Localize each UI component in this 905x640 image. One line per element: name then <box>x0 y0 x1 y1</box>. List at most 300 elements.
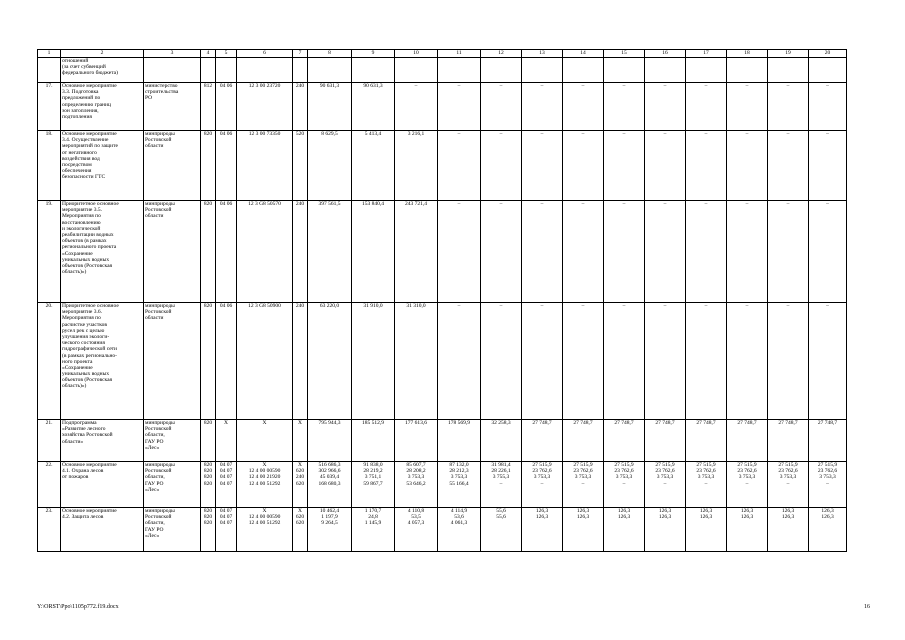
table-cell <box>352 508 395 552</box>
cell-line: федерального бюджета) <box>62 70 118 77</box>
table-cell <box>727 508 768 552</box>
table-row <box>38 508 847 552</box>
cell-line: 3 216,1 <box>407 131 425 137</box>
cell-line: Х <box>224 420 228 426</box>
table-cell <box>395 131 438 201</box>
cell-line: – <box>540 480 544 487</box>
cell-line: 3 753,3 <box>615 474 633 481</box>
cell-line: – <box>745 303 749 309</box>
cell-line: – <box>786 201 790 207</box>
table-cell <box>395 83 438 131</box>
table-cell <box>216 58 237 83</box>
cell-line: области, <box>145 520 165 527</box>
table-cell <box>293 201 308 303</box>
cell-line: Х <box>262 508 267 514</box>
cell-line <box>810 520 845 526</box>
table-cell <box>308 58 352 83</box>
cell-line: от пожаров <box>62 474 89 481</box>
cell-line: 12 3 00 23720 <box>248 83 281 89</box>
table-cell <box>237 131 293 201</box>
table-cell <box>308 508 352 552</box>
cell-line: обеспечения <box>62 168 92 175</box>
table-cell <box>768 303 809 420</box>
cell-line: 3.4. Осуществление <box>62 137 109 144</box>
column-number: 18 <box>727 50 768 58</box>
cell-line: минприроды <box>145 201 175 207</box>
table-cell <box>293 303 308 420</box>
cell-line: 04 07 <box>219 514 233 521</box>
cell-line: 240 <box>295 83 305 89</box>
cell-line: 23 762,6 <box>817 468 838 475</box>
table-row <box>38 83 847 131</box>
table-cell <box>727 131 768 201</box>
table-cell <box>201 462 216 508</box>
cell-line: 22. <box>45 462 53 468</box>
cell-line: 620 <box>295 480 305 487</box>
table-cell <box>522 508 563 552</box>
cell-line: 820 <box>203 201 213 207</box>
table-cell <box>38 131 61 201</box>
table-cell <box>686 131 727 201</box>
cell-line: области <box>145 315 164 322</box>
cell-line: 55,6 <box>496 508 506 514</box>
table-cell <box>563 83 604 131</box>
column-number: 20 <box>809 50 847 58</box>
table-cell <box>645 508 686 552</box>
table-cell <box>481 131 522 201</box>
column-number: 19 <box>768 50 809 58</box>
table-row <box>38 420 847 462</box>
cell-line: 12 3 00 73350 <box>248 131 281 137</box>
cell-line: Х <box>298 508 302 514</box>
cell-line: 820 <box>203 474 213 481</box>
cell-line: 8 629,5 <box>321 131 338 137</box>
cell-line: – <box>581 131 585 137</box>
cell-line: 23 762,6 <box>532 468 552 475</box>
cell-line: Х <box>298 420 302 426</box>
table-cell <box>563 420 604 462</box>
cell-line: безопасности ГТС <box>62 174 106 181</box>
table-cell <box>563 131 604 201</box>
cell-line: 126,3 <box>740 514 754 521</box>
table-cell <box>563 508 604 552</box>
cell-line: 53 646,2 <box>406 480 426 487</box>
cell-line: Приоритетное основное <box>62 201 119 207</box>
cell-line: 24,8 <box>368 514 378 521</box>
table-cell <box>201 508 216 552</box>
cell-line: – <box>826 480 829 487</box>
cell-line: минприроды <box>145 462 175 468</box>
cell-line: – <box>745 131 749 137</box>
cell-line: 23 762,6 <box>778 468 798 475</box>
footer-file-path: Y:\ORST\Ppo\1105p772.f19.docx <box>37 604 119 610</box>
cell-line: – <box>745 83 749 89</box>
table-cell <box>216 131 237 201</box>
table-cell <box>727 83 768 131</box>
column-number: 5 <box>216 50 237 58</box>
cell-line <box>439 58 479 64</box>
table-cell <box>522 131 563 201</box>
cell-line: 12 4 00 51292 <box>248 520 281 527</box>
table-cell <box>293 131 308 201</box>
cell-line <box>769 520 807 526</box>
cell-line: – <box>581 480 585 487</box>
cell-line: 820 <box>203 480 213 487</box>
table-cell <box>293 420 308 462</box>
cell-line: 820 <box>203 131 213 137</box>
cell-line: – <box>414 83 418 89</box>
cell-line: – <box>622 83 626 89</box>
cell-line: 126,3 <box>576 514 590 521</box>
cell-line: Ростовской <box>145 207 172 214</box>
table-cell <box>38 303 61 420</box>
cell-line: – <box>499 201 503 207</box>
cell-line: и экологической <box>62 225 101 232</box>
cell-line: 27 748,7 <box>655 420 675 426</box>
cell-line: 12 3 G8 50570 <box>248 201 281 207</box>
cell-line: ГАУ РО <box>145 526 164 533</box>
cell-line: 9 264,5 <box>321 520 338 527</box>
cell-line: подтопления <box>62 113 92 120</box>
cell-line: 178 569,9 <box>448 420 470 426</box>
cell-line: 12 4 00 21920 <box>248 474 281 481</box>
cell-line: 23 762,6 <box>696 468 716 475</box>
cell-line: 620 <box>295 520 305 527</box>
cell-line: 820 <box>203 508 213 514</box>
table-cell <box>237 201 293 303</box>
cell-line: 04 06 <box>219 201 233 207</box>
cell-line <box>523 58 561 64</box>
table-cell <box>481 83 522 131</box>
table-cell <box>809 303 847 420</box>
column-number: 8 <box>308 50 352 58</box>
table-cell <box>563 58 604 83</box>
table-cell <box>438 83 481 131</box>
table-cell <box>686 83 727 131</box>
cell-line: 23 762,6 <box>737 468 757 475</box>
table-cell <box>144 131 201 201</box>
table-cell <box>38 58 61 83</box>
table-cell <box>604 58 645 83</box>
table-cell <box>481 462 522 508</box>
cell-line: 27 515,9 <box>573 462 593 468</box>
cell-line: Основное мероприятие <box>62 131 117 137</box>
cell-line: минприроды <box>145 131 175 137</box>
cell-line: 820 <box>203 420 213 426</box>
cell-line: восстановлению <box>62 219 101 226</box>
table-cell <box>604 83 645 131</box>
cell-line: 240 <box>295 303 305 309</box>
cell-line: 10 462,4 <box>319 508 340 514</box>
cell-line: 126,3 <box>781 514 795 521</box>
table-cell <box>727 58 768 83</box>
cell-line: 12 3 G8 50900 <box>248 303 281 309</box>
cell-line: – <box>581 201 585 207</box>
table-cell <box>768 83 809 131</box>
table-cell <box>38 462 61 508</box>
table-row <box>38 131 847 201</box>
column-number: 4 <box>201 50 216 58</box>
cell-line: области, <box>145 474 165 481</box>
cell-line: 126,3 <box>821 508 834 514</box>
cell-line: – <box>663 201 667 207</box>
cell-line: 27 515,9 <box>655 462 675 468</box>
cell-line: русел рек с целью <box>62 327 105 334</box>
cell-line: 32 258,3 <box>491 420 511 426</box>
column-number: 16 <box>645 50 686 58</box>
cell-line: – <box>704 480 708 487</box>
cell-line: 17. <box>45 83 53 89</box>
table-cell <box>645 58 686 83</box>
table-cell <box>645 83 686 131</box>
cell-line: 23 762,6 <box>573 468 593 475</box>
cell-line: 18. <box>45 131 53 137</box>
cell-line: 3 755,3 <box>492 474 510 481</box>
cell-line <box>353 58 393 64</box>
cell-line: 3 751,1 <box>364 474 382 481</box>
cell-line: 45 039,4 <box>319 474 340 481</box>
table-cell <box>686 420 727 462</box>
cell-line: «Сохранение <box>62 250 93 257</box>
table-cell <box>144 58 201 83</box>
cell-line: 5 413,4 <box>364 131 382 137</box>
cell-line: – <box>622 303 626 309</box>
table-cell <box>768 201 809 303</box>
cell-line: области, <box>145 432 165 439</box>
cell-line: 27 515,9 <box>532 462 552 468</box>
table-cell <box>237 420 293 462</box>
cell-line: 126,3 <box>658 514 672 521</box>
cell-line: – <box>499 480 503 487</box>
table-cell <box>61 508 144 552</box>
table-cell <box>645 462 686 508</box>
cell-line: определению границ <box>62 101 111 108</box>
cell-line: – <box>704 83 708 89</box>
cell-line: область)») <box>62 383 87 390</box>
table-cell <box>438 131 481 201</box>
column-number: 13 <box>522 50 563 58</box>
table-cell <box>38 508 61 552</box>
table-cell <box>61 131 144 201</box>
cell-line: 126,3 <box>658 508 672 514</box>
table-cell <box>201 201 216 303</box>
cell-line: хозяйства Ростовской <box>62 432 113 439</box>
cell-line: 1 145,9 <box>364 520 382 527</box>
cell-line <box>396 58 436 64</box>
cell-line: Ростовской <box>145 426 172 433</box>
cell-line: 240 <box>295 474 305 481</box>
cell-line: 3 753,3 <box>738 474 756 481</box>
table-cell <box>201 58 216 83</box>
cell-line: 28 212,3 <box>449 468 469 475</box>
table-cell <box>237 508 293 552</box>
cell-line: – <box>540 201 544 207</box>
cell-line: 28 208,2 <box>406 468 426 475</box>
cell-line: – <box>663 131 667 137</box>
table-cell <box>237 303 293 420</box>
cell-line <box>238 58 291 64</box>
cell-line: 620 <box>295 468 305 475</box>
cell-line: 53,6 <box>454 514 464 521</box>
table-cell <box>522 83 563 131</box>
table-cell <box>61 201 144 303</box>
cell-line: 59 867,7 <box>363 480 383 487</box>
table-cell <box>645 303 686 420</box>
table-cell <box>727 420 768 462</box>
column-number: 17 <box>686 50 727 58</box>
cell-line: – <box>457 83 461 89</box>
cell-line: – <box>499 303 503 309</box>
table-cell <box>727 462 768 508</box>
cell-line: 185 512,9 <box>362 420 384 426</box>
cell-line: 520 <box>295 131 305 137</box>
cell-line <box>564 58 602 64</box>
table-cell <box>809 201 847 303</box>
cell-line: улучшения экологи- <box>62 333 110 340</box>
cell-line: 1 197,9 <box>321 514 338 521</box>
column-number: 11 <box>438 50 481 58</box>
cell-line: – <box>663 480 667 487</box>
footer-page-number: 16 <box>864 604 870 610</box>
cell-line: 302 966,6 <box>318 468 341 475</box>
table-cell <box>522 201 563 303</box>
budget-table <box>37 49 847 552</box>
cell-line: 27 748,7 <box>778 420 798 426</box>
cell-line: области <box>145 143 164 150</box>
cell-line: Основное мероприятие <box>62 83 117 89</box>
cell-line: 820 <box>203 468 213 475</box>
cell-line: 23 762,6 <box>655 468 675 475</box>
cell-line: объектов (в рамках <box>62 238 107 245</box>
cell-line: – <box>745 201 749 207</box>
cell-line: уникальных водных <box>62 371 110 378</box>
cell-line: 126,3 <box>617 508 631 514</box>
table-cell <box>438 201 481 303</box>
cell-line: – <box>786 131 790 137</box>
cell-line: ГАУ РО <box>145 438 164 445</box>
cell-line: Основное мероприятие <box>62 462 117 468</box>
cell-line: 53,5 <box>411 514 421 521</box>
cell-line: (в рамках регионально- <box>62 352 117 359</box>
table-cell <box>604 508 645 552</box>
cell-line <box>687 520 725 526</box>
cell-line: 3 753,3 <box>533 474 551 481</box>
cell-line: РО <box>145 95 153 102</box>
table-cell <box>686 508 727 552</box>
cell-line: 3 753,3 <box>697 474 715 481</box>
table-cell <box>395 303 438 420</box>
cell-line: области» <box>62 438 84 445</box>
cell-line: 4.2. Защита лесов <box>62 514 104 521</box>
cell-line: 04 07 <box>219 462 233 468</box>
cell-line: 27 748,7 <box>817 420 838 426</box>
column-number: 14 <box>563 50 604 58</box>
cell-line: 23. <box>45 508 53 514</box>
cell-line: Ростовской <box>145 514 172 521</box>
table-cell <box>809 83 847 131</box>
cell-line: – <box>457 131 461 137</box>
cell-line: от негативного <box>62 149 97 156</box>
cell-line: 516 686,3 <box>318 462 341 468</box>
table-cell <box>522 303 563 420</box>
table-cell <box>216 201 237 303</box>
cell-line: 27 748,7 <box>696 420 716 426</box>
cell-line: 240 <box>295 201 305 207</box>
cell-line: расчистке участков <box>62 321 107 328</box>
cell-line: (за счет субвенций <box>62 64 106 71</box>
table-header-row <box>38 50 847 58</box>
table-cell <box>201 303 216 420</box>
cell-line <box>309 58 350 64</box>
cell-line: – <box>622 131 626 137</box>
table-cell <box>768 58 809 83</box>
cell-line <box>39 58 59 64</box>
cell-line <box>728 520 766 526</box>
cell-line: 3 753,3 <box>819 474 836 481</box>
table-cell <box>809 508 847 552</box>
column-number: 2 <box>61 50 144 58</box>
column-number: 10 <box>395 50 438 58</box>
table-cell <box>237 462 293 508</box>
table-cell <box>686 462 727 508</box>
cell-line: Мероприятия по <box>62 315 101 322</box>
table-cell <box>768 131 809 201</box>
table-cell <box>61 420 144 462</box>
table-cell <box>352 303 395 420</box>
cell-line: 27 515,9 <box>817 462 838 468</box>
table-cell <box>604 303 645 420</box>
table-cell <box>293 83 308 131</box>
cell-line: 28 219,2 <box>363 468 383 475</box>
column-number: 7 <box>293 50 308 58</box>
cell-line: 27 515,9 <box>696 462 716 468</box>
cell-line <box>646 520 684 526</box>
cell-line: области <box>145 213 164 220</box>
cell-line: Х <box>262 462 267 468</box>
table-cell <box>481 58 522 83</box>
table-cell <box>727 201 768 303</box>
cell-line: мероприятие 3.5. <box>62 207 103 214</box>
cell-line <box>769 58 807 64</box>
table-cell <box>604 420 645 462</box>
cell-line: 31 910,0 <box>363 303 383 309</box>
table-cell <box>563 303 604 420</box>
cell-line: 90 631,3 <box>363 83 383 89</box>
cell-line: 31 981,4 <box>491 462 511 468</box>
cell-line: посредством <box>62 161 92 168</box>
column-number: 6 <box>237 50 293 58</box>
cell-line: – <box>745 480 749 487</box>
cell-line: 4 110,8 <box>407 508 425 514</box>
table-row <box>38 201 847 303</box>
table-cell <box>38 420 61 462</box>
cell-line: 55 166,4 <box>449 480 469 487</box>
cell-line: 126,3 <box>821 514 834 521</box>
cell-line: ческого состояния <box>62 340 105 347</box>
table-row <box>38 462 847 508</box>
cell-line: 3.3. Подготовка <box>62 89 99 96</box>
cell-line: 21. <box>45 420 53 426</box>
table-cell <box>237 58 293 83</box>
cell-line: 12 4 00 00590 <box>248 468 281 475</box>
cell-line: 04 07 <box>219 480 233 487</box>
cell-line: 820 <box>203 520 213 527</box>
cell-line: – <box>457 303 461 309</box>
cell-line <box>145 58 199 64</box>
cell-line: 04 06 <box>219 83 233 89</box>
table-cell <box>563 462 604 508</box>
cell-line <box>646 58 684 64</box>
